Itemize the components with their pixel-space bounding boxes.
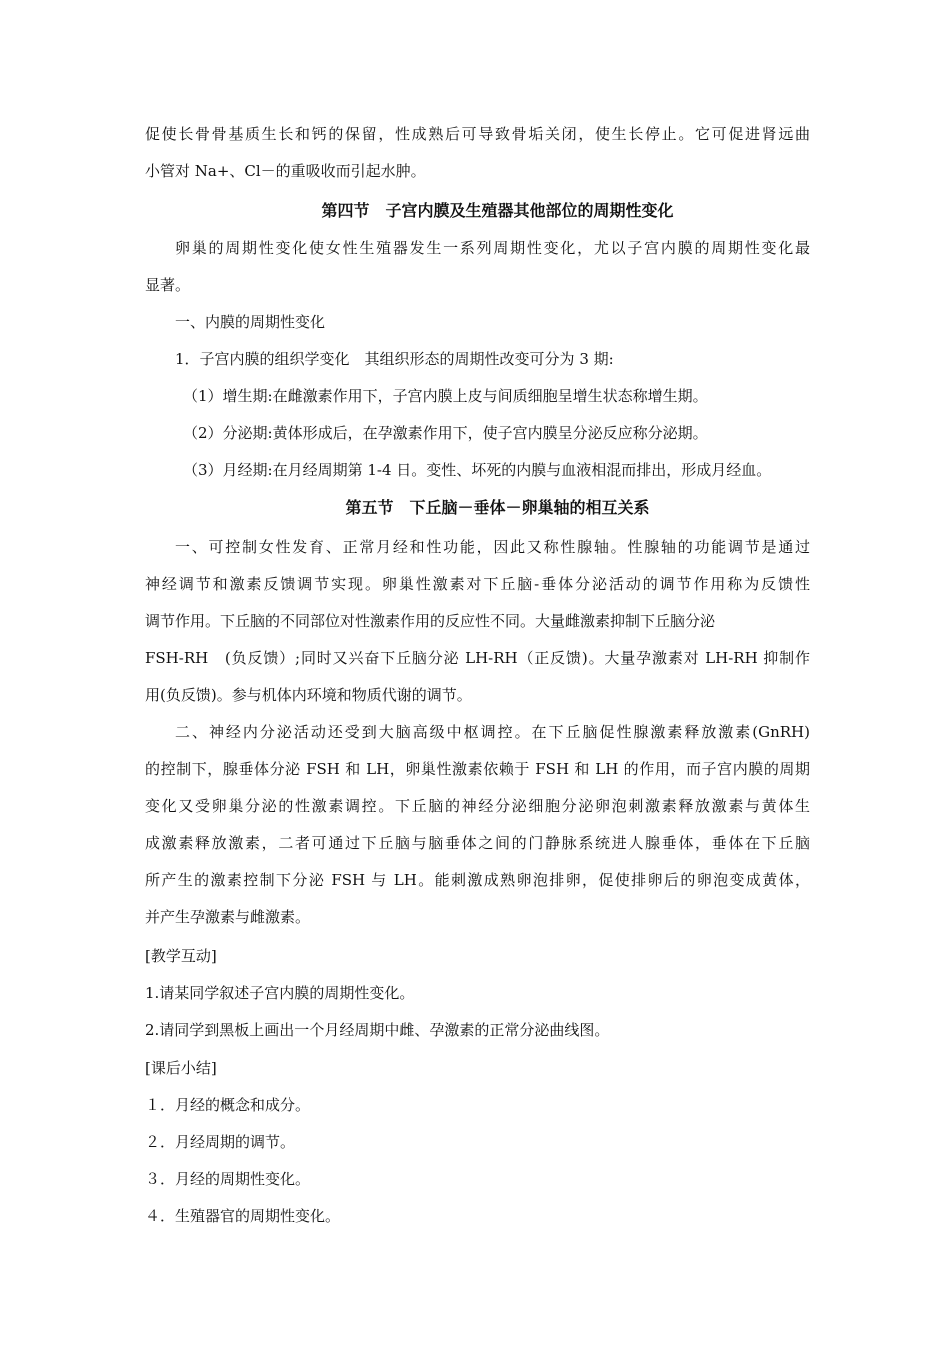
summary-item: ２．月经周期的调节。 <box>145 1133 296 1151</box>
text-line: FSH-RH (负反馈）;同时又兴奋下丘脑分泌 LH-RH（正反馈)。大量孕激素对 LH-RH 抑制作 <box>145 649 810 667</box>
interaction-section <box>145 938 810 1049</box>
subheading-text: 一、内膜的周期性变化 <box>175 313 326 331</box>
summary-item: ３．月经的周期性变化。 <box>145 1170 311 1188</box>
text-line: 并产生孕激素与雌激素。 <box>145 908 311 926</box>
text-line: 的控制下，腺垂体分泌 FSH 和 LH，卵巢性激素依赖于 FSH 和 LH 的作用，而子宫内膜的周期 <box>145 760 810 778</box>
document-page <box>145 0 810 1347</box>
summary-item: ４．生殖器官的周期性变化。 <box>145 1207 341 1225</box>
intro-paragraph <box>145 116 810 190</box>
interaction-item: 2.请同学到黑板上画出一个月经周期中雌、孕激素的正常分泌曲线图。 <box>145 1021 610 1039</box>
item-text: 1．子宫内膜的组织学变化 其组织形态的周期性改变可分为 3 期: <box>175 350 614 368</box>
text-line: 小管对 Na+、Cl－的重吸收而引起水肿。 <box>145 162 426 180</box>
phase-item: （3）月经期:在月经周期第 1-4 日。变性、坏死的内膜与血液相混而排出，形成月经血。 <box>183 461 772 479</box>
phase-item: （2）分泌期:黄体形成后，在孕激素作用下，使子宫内膜呈分泌反应称分泌期。 <box>183 424 708 442</box>
text-line: 成激素释放激素，二者可通过下丘脑与脑垂体之间的门静脉系统进人腺垂体，垂体在下丘脑 <box>145 834 810 852</box>
summary-heading: [课后小结] <box>145 1059 217 1077</box>
summary-section <box>145 1050 810 1235</box>
summary-item: １．月经的概念和成分。 <box>145 1096 311 1114</box>
list-item <box>145 341 810 378</box>
text-line: 调节作用。下丘脑的不同部位对性激素作用的反应性不同。大量雌激素抑制下丘脑分泌 <box>145 612 716 630</box>
section5-paragraph-1 <box>145 529 810 714</box>
text-line: 显著。 <box>145 276 191 294</box>
text-line: 变化又受卵巢分泌的性激素调控。下丘脑的神经分泌细胞分泌卵泡刺激素释放激素与黄体生 <box>145 797 810 815</box>
text-line: 神经调节和激素反馈调节实现。卵巢性激素对下丘脑-垂体分泌活动的调节作用称为反馈性 <box>145 575 810 593</box>
text-line: 二、神经内分泌活动还受到大脑高级中枢调控。在下丘脑促性腺激素释放激素(GnRH) <box>175 723 810 741</box>
text-line: 促使长骨骨基质生长和钙的保留，性成熟后可导致骨垢关闭，使生长停止。它可促进肾远曲 <box>145 125 810 143</box>
text-line: 一、可控制女性发育、正常月经和性功能，因此又称性腺轴。性腺轴的功能调节是通过 <box>175 538 810 556</box>
section-heading: 第五节 下丘脑－垂体－卵巢轴的相互关系 <box>345 498 650 517</box>
interaction-item: 1.请某同学叙述子宫内膜的周期性变化。 <box>145 984 415 1002</box>
section4-paragraph <box>145 230 810 304</box>
section5-paragraph-2 <box>145 714 810 936</box>
phase-list <box>145 378 810 489</box>
text-line: 卵巢的周期性变化使女性生殖器发生一系列周期性变化，尤以子宫内膜的周期性变化最 <box>175 239 810 257</box>
interaction-heading: [教学互动] <box>145 947 217 965</box>
phase-item: （1）增生期:在雌激素作用下，子宫内膜上皮与间质细胞呈增生状态称增生期。 <box>183 387 708 405</box>
section-heading: 第四节 子宫内膜及生殖器其他部位的周期性变化 <box>321 201 674 220</box>
text-line: 用(负反馈)。参与机体内环境和物质代谢的调节。 <box>145 686 472 704</box>
text-line: 所产生的激素控制下分泌 FSH 与 LH。能刺激成熟卵泡排卵，促使排卵后的卵泡变成黄体， <box>145 871 810 889</box>
subheading <box>145 304 810 341</box>
